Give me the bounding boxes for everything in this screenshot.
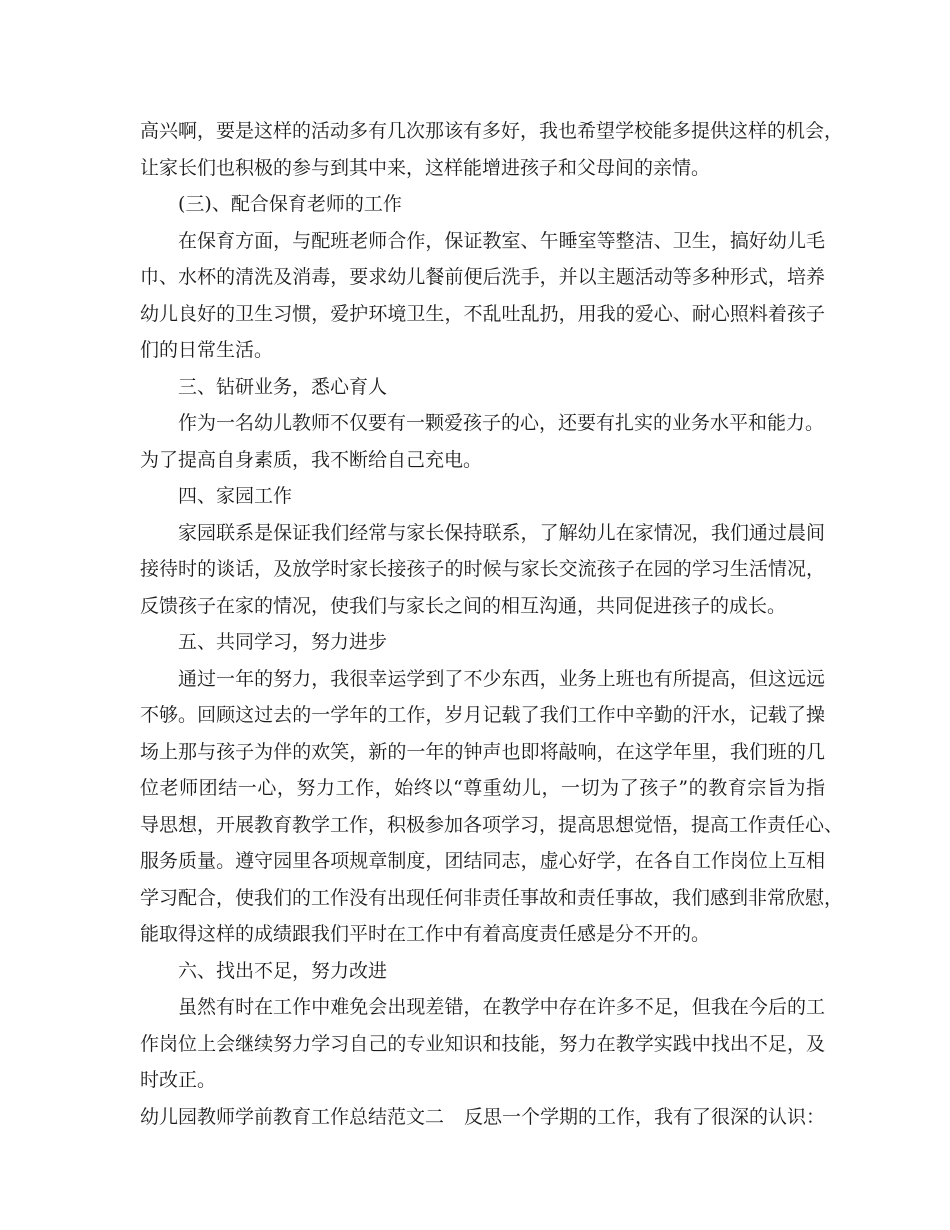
paragraph-line: 服务质量。遵守园里各项规章制度，团结同志，虚心好学，在各自工作岗位上互相 <box>140 850 825 872</box>
paragraph-line: 作为一名幼儿教师不仅要有一颗爱孩子的心，还要有扎实的业务水平和能力。 <box>178 412 825 434</box>
paragraph-line: 家园联系是保证我们经常与家长保持联系，了解幼儿在家情况，我们通过晨间 <box>178 521 825 544</box>
paragraph-line: 导思想，开展教育教学工作，积极参加各项学习，提高思想觉悟，提高工作责任心、 <box>140 813 844 836</box>
document-body <box>140 113 844 1135</box>
section-heading: 六、找出不足，努力改进 <box>178 959 388 982</box>
article-title: 幼儿园教师学前教育工作总结范文二 <box>140 1105 445 1128</box>
paragraph-line: 巾、水杯的清洗及消毒，要求幼儿餐前便后洗手，并以主题活动等多种形式，培养 <box>140 266 825 288</box>
paragraph-line: 们的日常生活。 <box>140 339 274 361</box>
paragraph-line: 作岗位上会继续努力学习自己的专业知识和技能，努力在教学实践中找出不足，及 <box>140 1032 825 1055</box>
paragraph-line: 能取得这样的成绩跟我们平时在工作中有着高度责任感是分不开的。 <box>140 923 711 945</box>
paragraph-line: 位老师团结一心，努力工作，始终以“尊重幼儿，一切为了孩子”的教育宗旨为指 <box>140 777 825 799</box>
paragraph-line: 时改正。 <box>140 1069 217 1091</box>
paragraph-line: 高兴啊，要是这样的活动多有几次那该有多好，我也希望学校能多提供这样的机会， <box>140 120 844 142</box>
paragraph-line: 反馈孩子在家的情况，使我们与家长之间的相互沟通，共同促进孩子的成长。 <box>140 594 787 617</box>
section-heading: (三)、配合保育老师的工作 <box>178 193 402 215</box>
paragraph-line: 学习配合，使我们的工作没有出现任何非责任事故和责任事故，我们感到非常欣慰， <box>140 886 844 909</box>
paragraph-line: 幼儿良好的卫生习惯，爱护环境卫生，不乱吐乱扔，用我的爱心、耐心照料着孩子 <box>140 302 825 325</box>
paragraph-line: 让家长们也积极的参与到其中来，这样能增进孩子和父母间的亲情。 <box>140 156 711 179</box>
paragraph-line: 通过一年的努力，我很幸运学到了不少东西，业务上班也有所提高，但这远远 <box>178 667 825 690</box>
paragraph-line: 不够。回顾这过去的一学年的工作，岁月记载了我们工作中辛勤的汗水，记载了操 <box>140 704 825 726</box>
paragraph-line: 虽然有时在工作中难免会出现差错，在教学中存在许多不足，但我在今后的工 <box>178 996 825 1018</box>
paragraph-line: 场上那与孩子为伴的欢笑，新的一年的钟声也即将敲响，在这学年里，我们班的几 <box>140 740 825 763</box>
paragraph-line: 为了提高自身素质，我不断给自己充电。 <box>140 448 483 471</box>
paragraph-line: 在保育方面，与配班老师合作，保证教室、午睡室等整洁、卫生，搞好幼儿毛 <box>178 229 825 252</box>
paragraph-line: 接待时的谈话，及放学时家长接孩子的时候与家长交流孩子在园的学习生活情况， <box>140 558 825 580</box>
paragraph-start: 反思一个学期的工作，我有了很深的认识： <box>463 1105 825 1128</box>
section-heading: 三、钻研业务，悉心育人 <box>178 375 388 398</box>
section-heading: 五、共同学习，努力进步 <box>178 631 388 653</box>
section-heading: 四、家园工作 <box>178 485 293 507</box>
final-line <box>140 1099 825 1136</box>
